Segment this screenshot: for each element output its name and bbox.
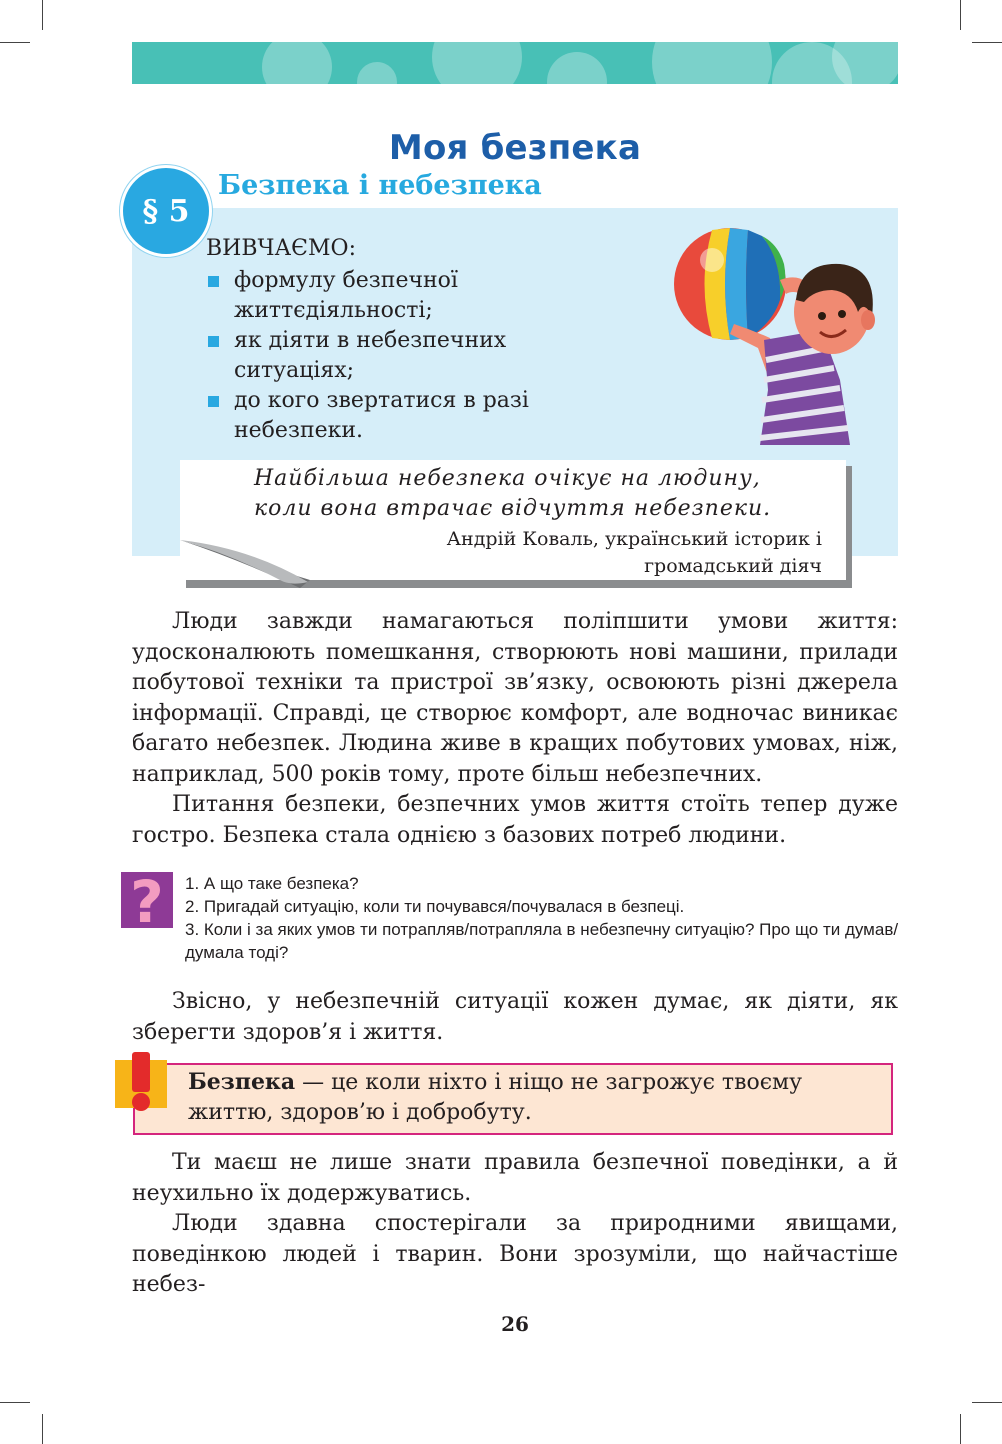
learn-item: як діяти в небезпечних ситуаціях; [206, 326, 586, 386]
square-bullet-icon [208, 336, 219, 347]
page-curl-icon [180, 540, 310, 590]
paragraph: Люди завжди намагаються поліпшити умови життя: удосконалюють помешкання, створюють нові машини, прилади побутової техніки та пристрої зв’язку, освоюють різні джерела інформації. Справді, це створює комфорт, але водночас виникає багато небезпек. Людина живе в кращих побутових умовах, ніж, наприклад, 500 років тому, проте більш небезпечних. [132, 609, 898, 787]
learn-heading: ВИВЧАЄМО: [206, 236, 356, 261]
crop-mark [0, 42, 30, 43]
svg-text:?: ? [130, 872, 164, 928]
body-text-block [132, 607, 898, 851]
top-banner [132, 42, 898, 84]
questions-list [185, 872, 900, 964]
quote-text [200, 464, 820, 524]
paragraph: Питання безпеки, безпечних умов життя стоїть тепер дуже гостро. Безпека стала однією з базових потреб людини. [132, 792, 898, 848]
definition-text: Безпека — це коли ніхто і ніщо не загрожує твоєму життю, здоров’ю і добробуту. [188, 1069, 803, 1125]
learn-item: до кого звертатися в разі небезпеки. [206, 386, 586, 446]
crop-mark [42, 1414, 43, 1444]
question-item: 1. А що таке безпека? [185, 874, 359, 893]
question-mark-icon [121, 872, 173, 928]
body-text-block [132, 987, 898, 1048]
page-number: 26 [501, 1312, 529, 1336]
quote-author: Андрій Коваль, український історик і громадський діяч [446, 528, 822, 577]
crop-mark [42, 0, 43, 30]
learn-item: формулу безпечної життєдіяльності; [206, 266, 586, 326]
crop-mark [972, 42, 1002, 43]
crop-mark [972, 1402, 1002, 1403]
lesson-title: Безпека і небезпека [218, 170, 542, 201]
paragraph-badge: § 5 [120, 165, 212, 257]
exclamation-icon [115, 1052, 167, 1112]
paragraph: Люди здавна спостерігали за природними явищами, поведінкою людей і тварин. Вони зрозуміли, що найчастіше небез- [132, 1211, 898, 1297]
definition-term: Безпека [188, 1069, 296, 1095]
paragraph: Звісно, у небезпечній ситуації кожен думає, як діяти, як зберегти здоров’я і життя. [132, 989, 898, 1045]
boy-with-ball-illustration [672, 220, 892, 445]
question-item: 2. Пригадай ситуацію, коли ти почувався/почувалася в безпеці. [185, 897, 685, 916]
crop-mark [0, 1402, 30, 1403]
crop-mark [960, 1414, 961, 1444]
quote-line: Найбільша небезпека очікує на людину, [254, 466, 761, 491]
quote-line: коли вона втрачає відчуття небезпеки. [254, 496, 772, 521]
body-text-block [132, 1148, 898, 1301]
chapter-title: Моя безпека [388, 128, 642, 168]
crop-mark [960, 0, 961, 30]
square-bullet-icon [208, 396, 219, 407]
question-item: 3. Коли і за яких умов ти потрапляв/потрапляла в небезпечну ситуацію? Про що ти думав/думала тоді? [185, 920, 899, 962]
paragraph: Ти маєш не лише знати правила безпечної поведінки, а й неухильно їх додержуватись. [132, 1150, 898, 1206]
square-bullet-icon [208, 276, 219, 287]
